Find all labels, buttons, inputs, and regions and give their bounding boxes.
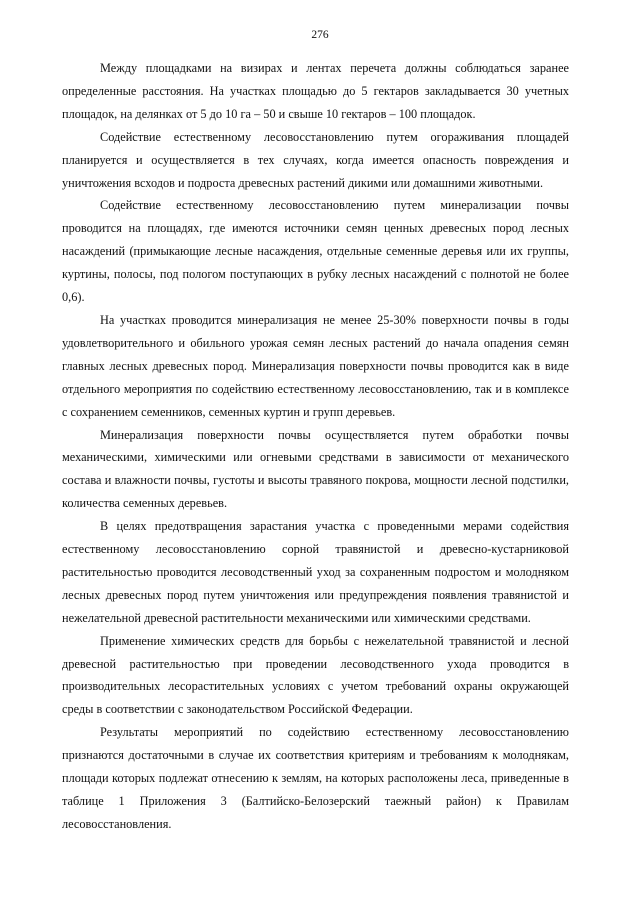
paragraph: На участках проводится минерализация не менее 25-30% поверхности почвы в годы удовлетворительного и обильного урожая семян лесных растений до начала опадения семян главных лесных древесных пород. Минерализация поверхности почвы проводится как в виде отдельного мероприятия по содействию естественному лесовосстановлению, так и в комплексе с сохранением семенников, семенных куртин и групп деревьев.	[62, 312, 569, 419]
paragraph: Между площадками на визирах и лентах перечета должны соблюдаться заранее определенные расстояния. На участках площадью до 5 гектаров закладывается 30 учетных площадок, на делянках от 5 до 10 га – 50 и свыше 10 гектаров – 100 площадок.	[62, 61, 569, 121]
page-number: 276	[311, 29, 329, 41]
paragraph: Содействие естественному лесовосстановлению путем огораживания площадей планируется и осуществляется в тех случаях, когда имеется опасность повреждения и уничтожения всходов и подроста древесных растений дикими или домашними животными.	[62, 129, 569, 190]
body-text	[62, 57, 569, 836]
paragraph: В целях предотвращения зарастания участка с проведенными мерами содействия естественному лесовосстановлению сорной травянистой и древесно-кустарниковой растительностью проводится лесоводственный уход за сохраненным подростом и молодняком лесных древесных пород путем уничтожения или предупреждения появления травянистой и нежелательной древесной растительности механическими или химическими средствами.	[62, 519, 569, 625]
paragraph: Результаты мероприятий по содействию естественному лесовосстановлению признаются достаточными в случае их соответствия критериям и требованиям к молоднякам, площади которых подлежат отнесению к землям, на которых расположены леса, приведенные в таблице 1 Приложения 3 (Балтийско-Белозерский таежный район) к Правилам лесовосстановления.	[62, 725, 569, 831]
paragraph: Применение химических средств для борьбы с нежелательной травянистой и лесной древесной растительностью при проведении лесоводственного ухода проводится в производительных лесорастительных условиях с учетом требований охраны окружающей среды в соответствии с законодательством Российской Федерации.	[62, 633, 569, 717]
paragraph: Минерализация поверхности почвы осуществляется путем обработки почвы механическими, химическими или огневыми средствами в зависимости от механического состава и влажности почвы, густоты и высоты травяного покрова, мощности лесной подстилки, количества семенных деревьев.	[62, 427, 569, 511]
paragraph: Содействие естественному лесовосстановлению путем минерализации почвы проводится на площадях, где имеются источники семян ценных древесных пород лесных насаждений (примыкающие лесные насаждения, отдельные семенные деревья или их группы, куртины, полосы, под пологом поступающих в рубку лесных насаждений с полнотой не более 0,6).	[62, 198, 569, 305]
